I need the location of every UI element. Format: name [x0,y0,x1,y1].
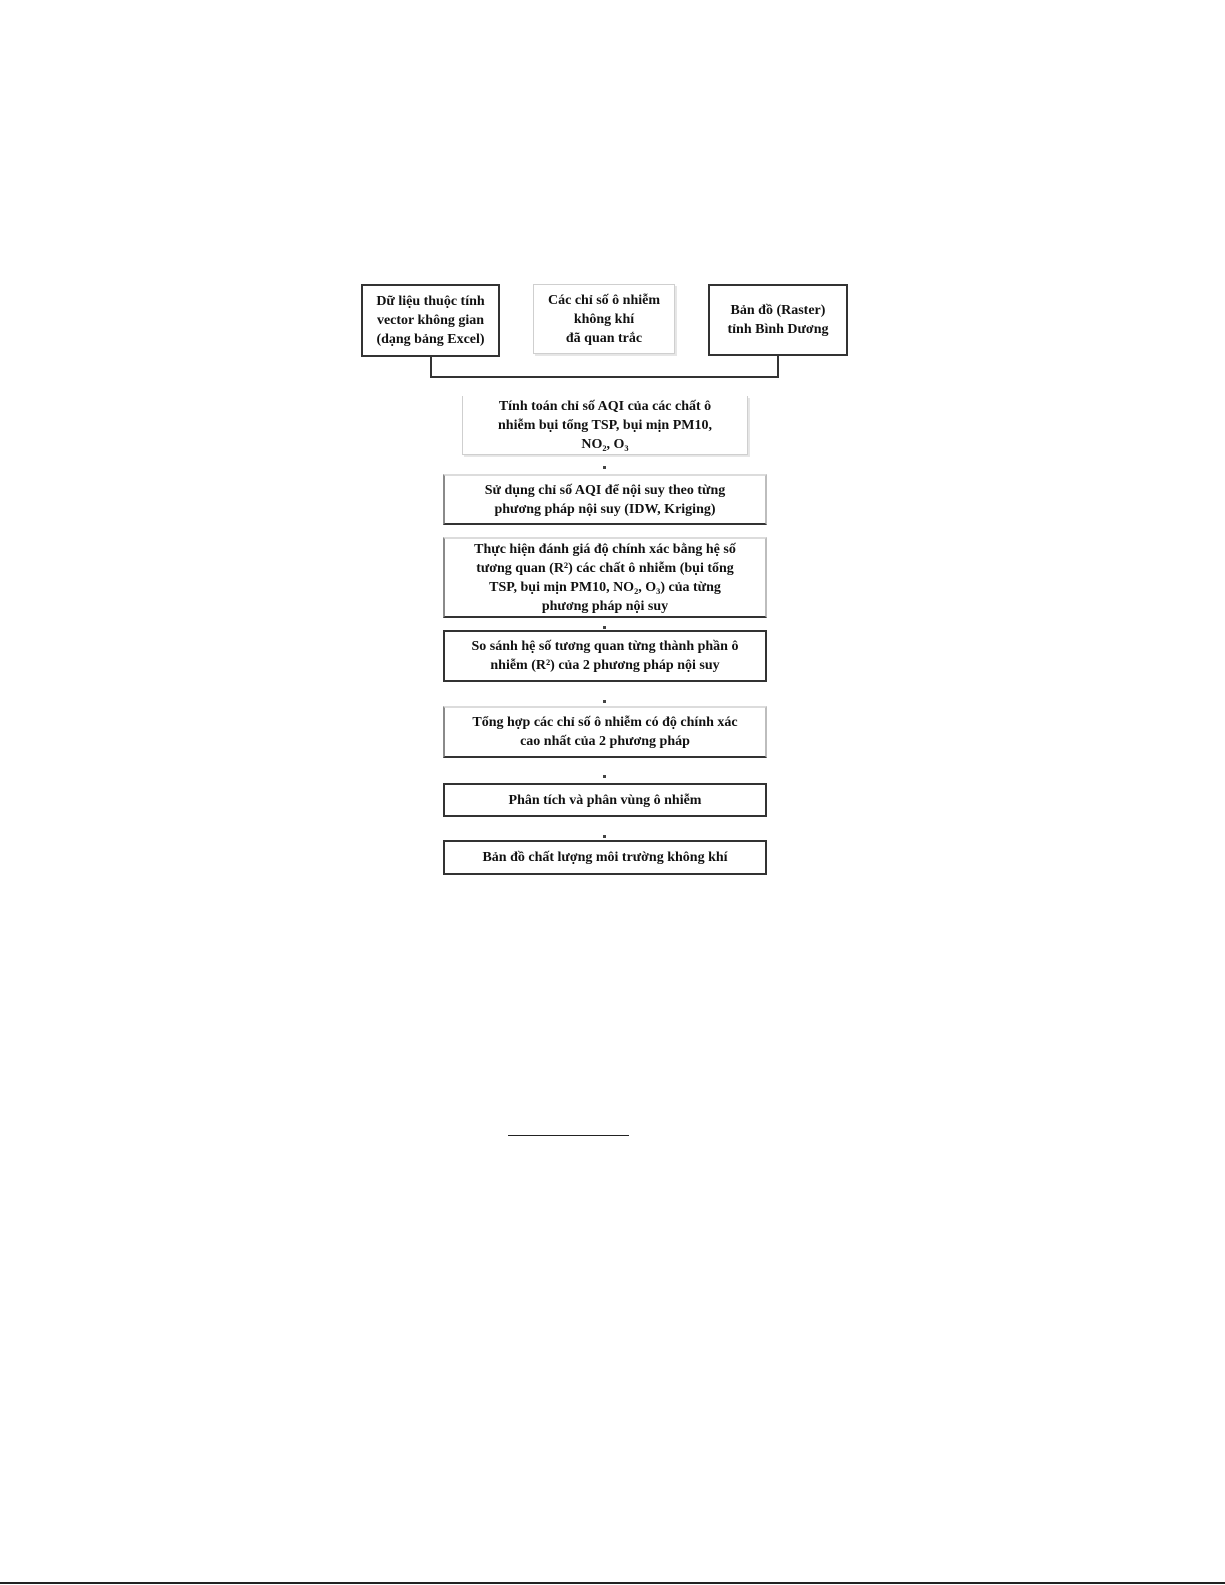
step-compare-correlation [443,630,767,682]
step-line: phương pháp nội suy (IDW, Kriging) [494,501,716,517]
input-box-pollution-indices [533,284,675,354]
connector-horizontal [430,376,779,378]
step-interpolate [443,474,767,525]
footnote-rule [508,1135,629,1136]
arrow-tick [603,700,606,703]
step-line: Tổng hợp các chỉ số ô nhiễm có độ chính xác [472,715,738,730]
arrow-tick [603,466,606,469]
step-line: Thực hiện đánh giá độ chính xác bằng hệ số [474,541,736,557]
step-air-quality-map [443,840,767,875]
step-line: Phân tích và phân vùng ô nhiễm [508,792,702,808]
connector-right-drop [777,355,779,378]
step-line: Sử dụng chỉ số AQI để nội suy theo từng [484,482,726,498]
input-box-line: Dữ liệu thuộc tính [376,294,485,309]
step-summarize-indices [443,706,767,758]
step-line: cao nhất của 2 phương pháp [520,734,690,749]
step-line: Tính toán chỉ số AQI của các chất ô [498,398,712,414]
input-box-line: đã quan trắc [565,330,643,346]
step-accuracy-evaluation [443,537,767,618]
step-line: nhiễm (R²) của 2 phương pháp nội suy [490,658,720,673]
input-box-line: (dạng bảng Excel) [376,332,485,347]
step-line: nhiễm bụi tổng TSP, bụi mịn PM10, [498,417,712,433]
arrow-tick [603,626,606,629]
step-line: NO₂, O₃ [581,436,629,452]
arrow-tick [603,835,606,838]
input-box-line: không khí [573,311,635,327]
step-line: Bản đồ chất lượng môi trường không khí [482,850,728,865]
step-line: phương pháp nội suy [541,598,669,614]
page-bottom-border [0,1582,1225,1584]
input-box-line: Các chỉ số ô nhiễm [548,292,660,308]
step-line: tương quan (R²) các chất ô nhiễm (bụi tổng [476,560,734,576]
step-line: TSP, bụi mịn PM10, NO₂, O₃) của từng [489,579,721,595]
arrow-tick [603,775,606,778]
connector-left-drop [430,356,432,378]
input-box-line: Bản đồ (Raster) [730,303,826,318]
step-line: So sánh hệ số tương quan từng thành phần ô [471,639,739,654]
input-box-attribute-data [361,284,500,357]
step-calc-aqi [462,396,748,455]
input-box-line: tỉnh Bình Dương [727,322,829,337]
input-box-raster-map [708,284,848,356]
step-zoning [443,783,767,817]
input-box-line: vector không gian [376,313,485,328]
